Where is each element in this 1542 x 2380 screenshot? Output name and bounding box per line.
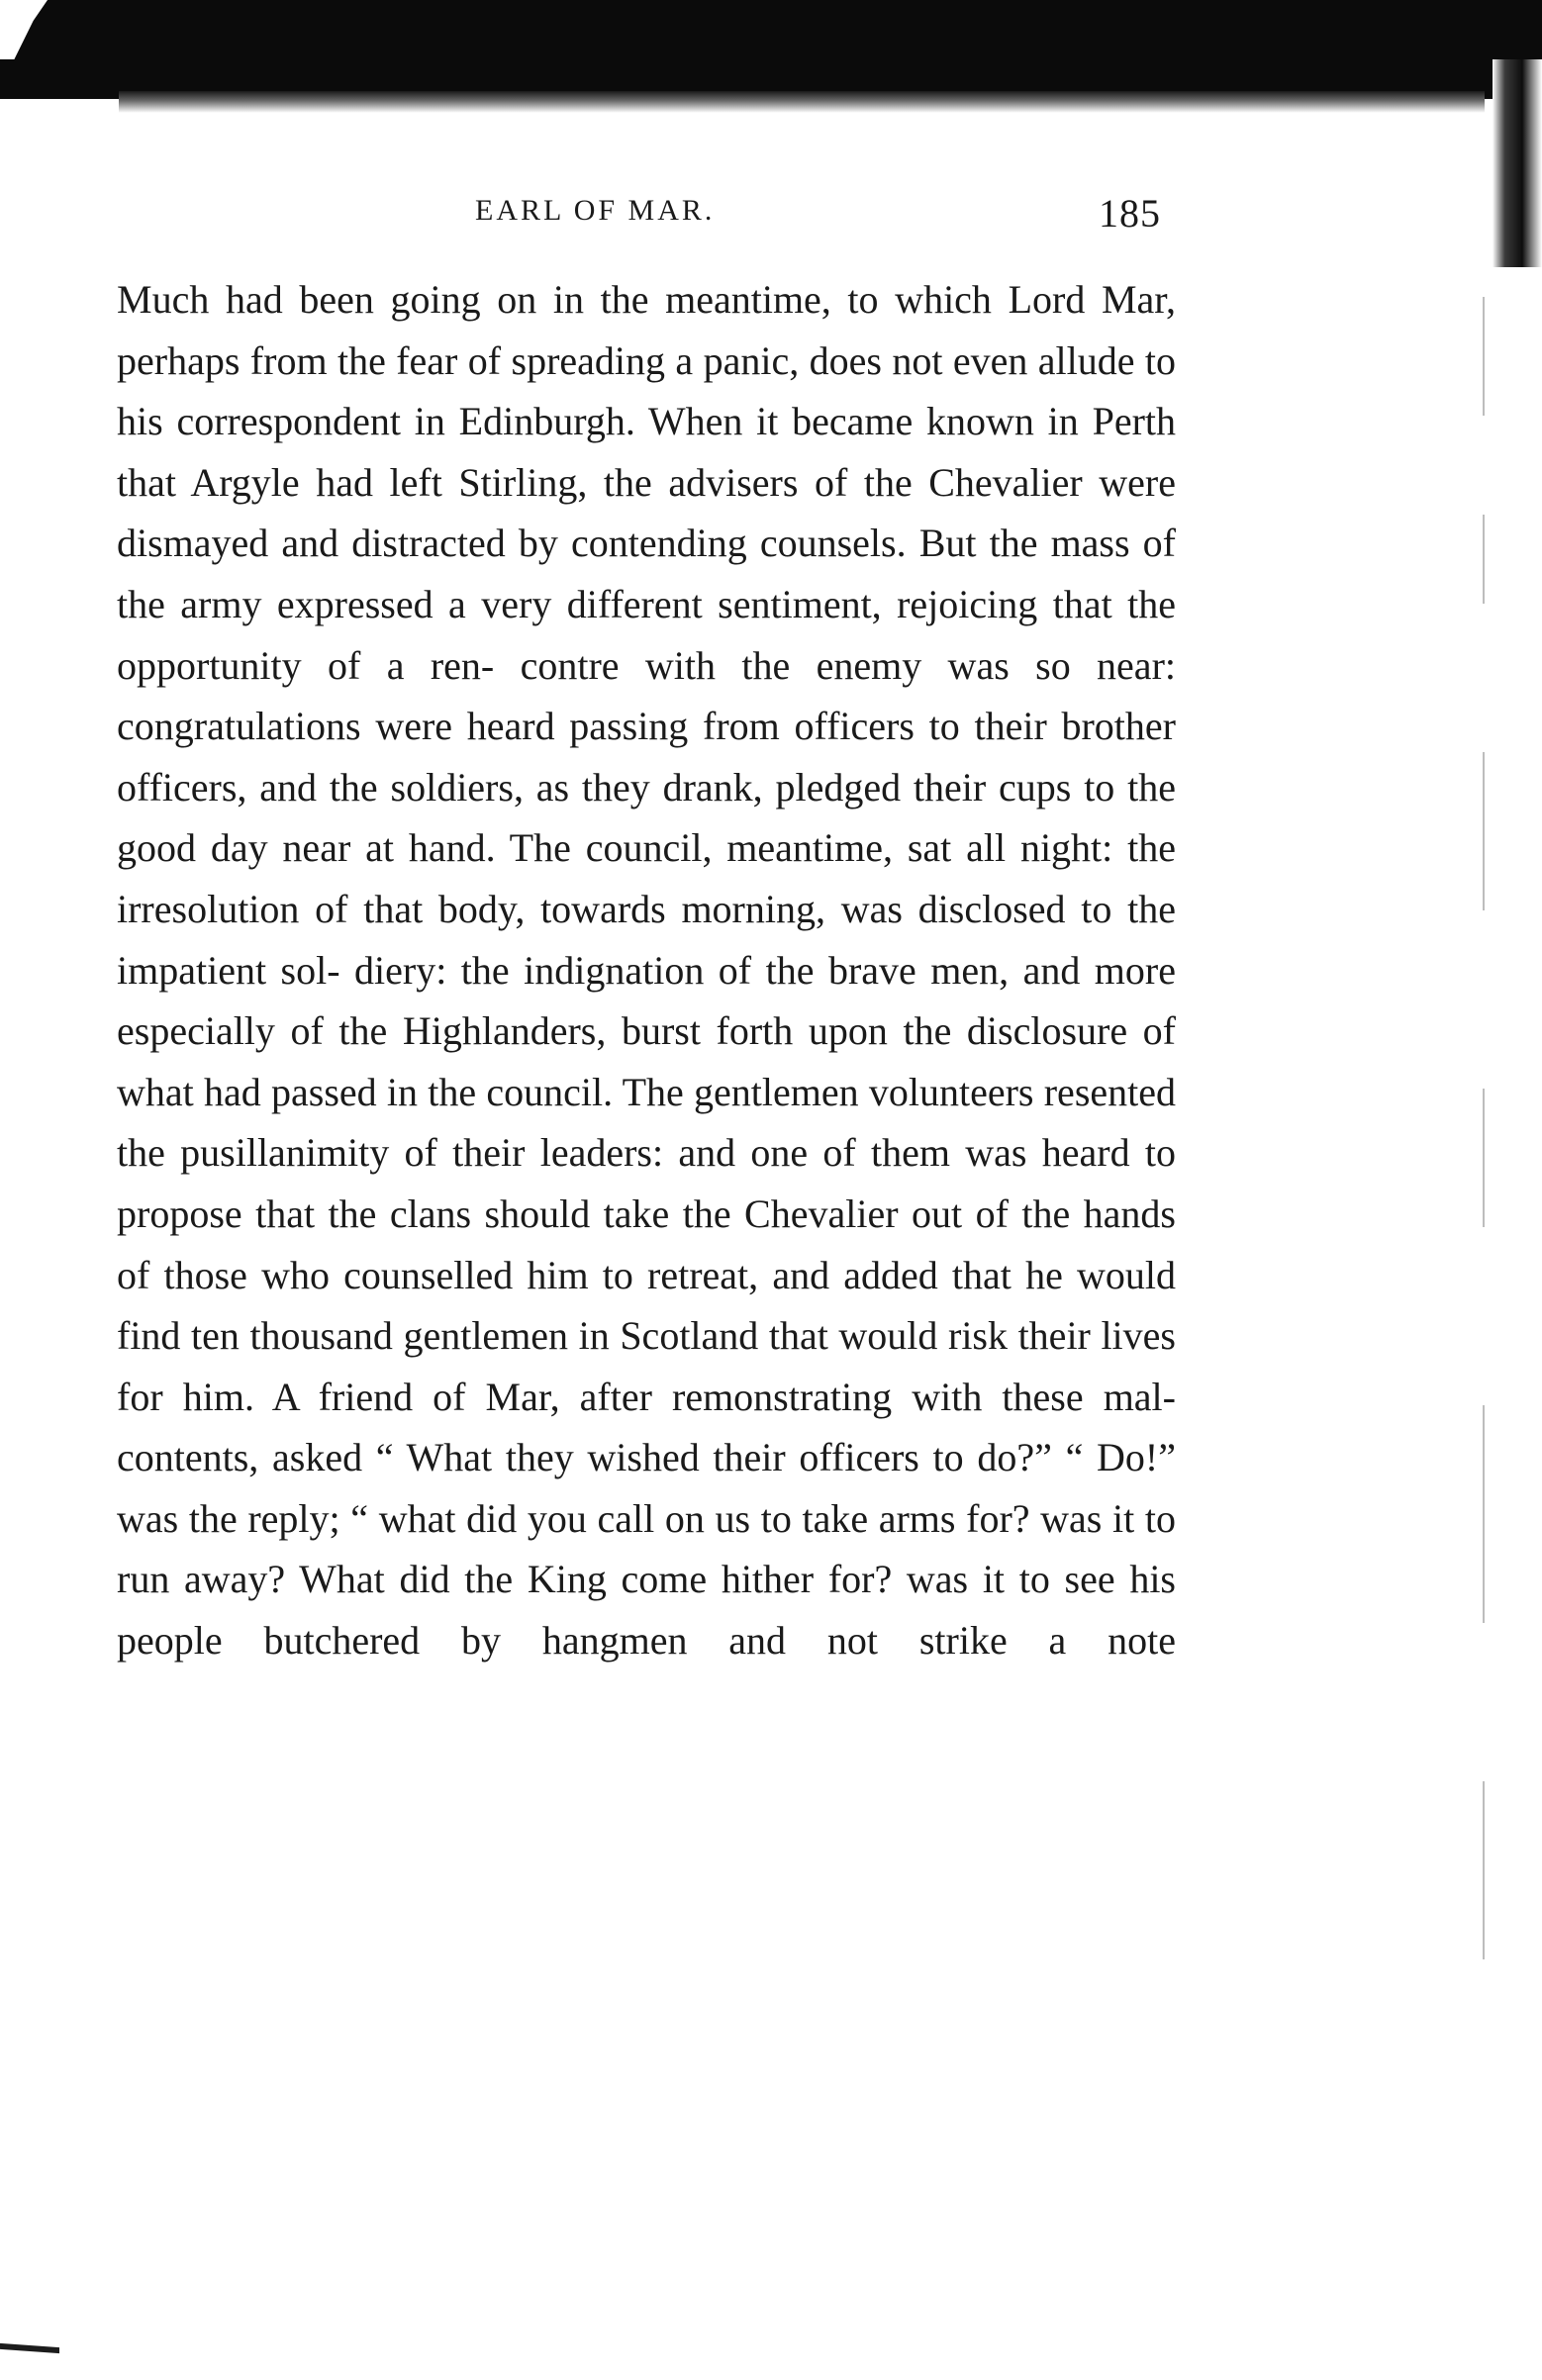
scan-edge-speck: [1483, 515, 1485, 604]
scan-top-shadow-fade: [119, 91, 1485, 113]
scan-edge-speck: [1483, 297, 1485, 416]
body-paragraph: Much had been going on in the meantime, to which Lord Mar, perhaps from the fear of spreading a panic, does not even allude to his correspondent in Edinburgh. When it became known in Perth that Argyle had left Stirling, the advisers of the Chevalier were dismayed and distracted by contending counsels. But the mass of the army expressed a very different sentiment, rejoicing that the opportunity of a ren- contre with the enemy was so near: congratulations were heard passing from officers to their brother officers, and the soldiers, as they drank, pledged their cups to the good day near at hand. The council, meantime, sat all night: the irresolution of that body, towards morning, was disclosed to the impatient sol- diery: the indignation of the brave men, and more especially of the Highlanders, burst forth upon the disclosure of what had passed in the council. The gentlemen volunteers resented the pusillanimity of their leaders: and one of them was heard to propose that the clans should take the Chevalier out of the hands of those who counselled him to retreat, and added that he would find ten thousand gentlemen in Scotland that would risk their lives for him. A friend of Mar, after remonstrating with these mal- contents, asked “ What they wished their officers to do?” “ Do!” was the reply; “ what did you call on us to take arms for? was it to run away? What did the King come hither for? was it to see his people butchered by hangmen and not strike a note: [117, 277, 1176, 1664]
scan-edge-speck: [1483, 1405, 1485, 1623]
page-number: 185: [1099, 191, 1161, 236]
scan-top-shadow: [0, 0, 1542, 99]
running-head: EARL OF MAR.: [475, 194, 716, 227]
scan-edge-speck: [1483, 752, 1485, 910]
scan-right-edge-shadow: [1493, 59, 1542, 267]
scan-edge-speck: [1483, 1089, 1485, 1227]
scan-bottom-mark: [0, 2343, 59, 2353]
scan-edge-speck: [1483, 1781, 1485, 1959]
